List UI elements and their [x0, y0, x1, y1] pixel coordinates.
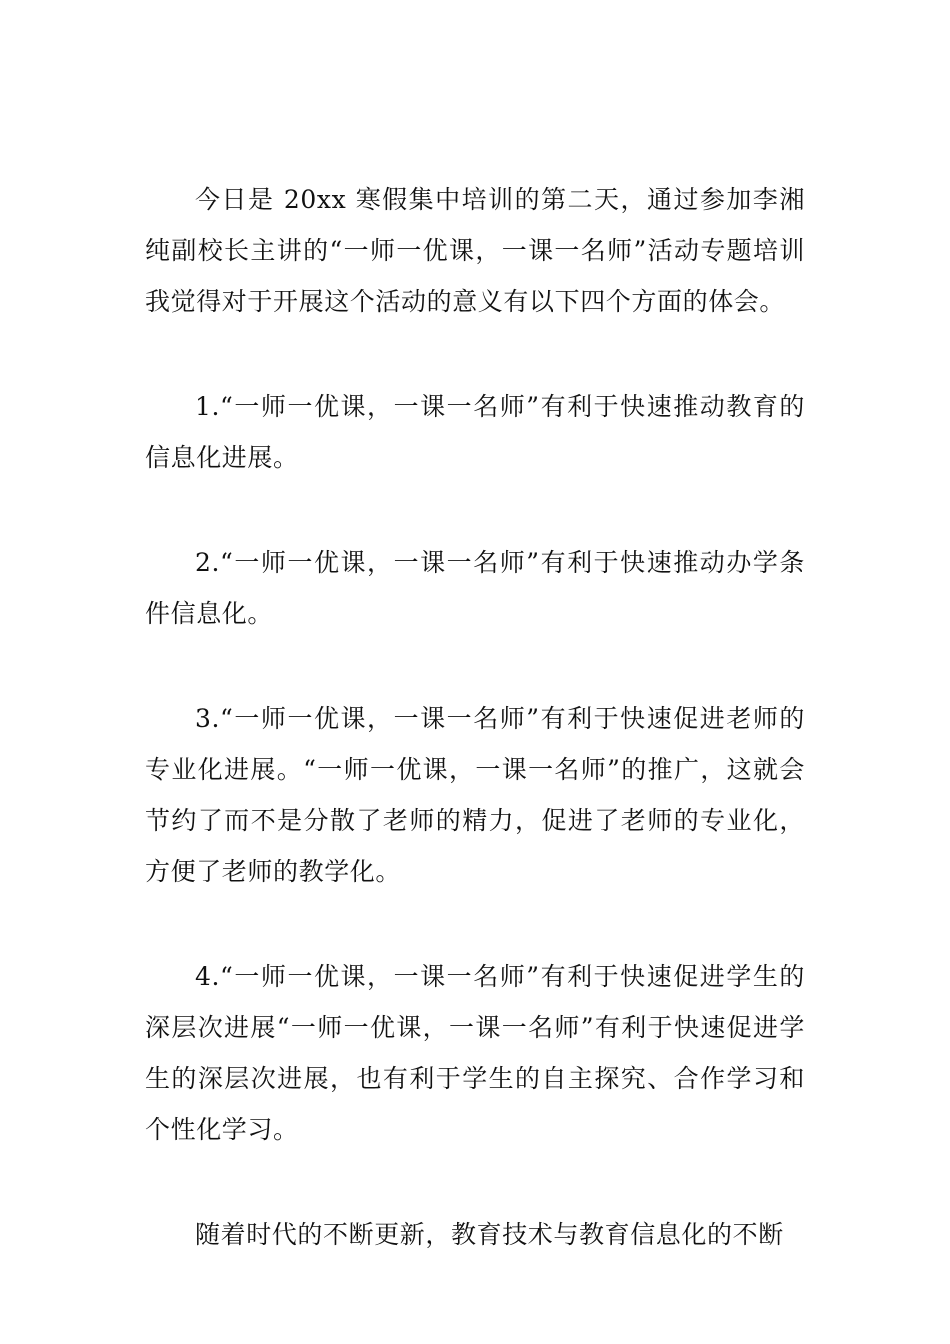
paragraph-continuation: 随着时代的不断更新，教育技术与教育信息化的不断	[195, 1220, 784, 1249]
document-body	[145, 174, 805, 1260]
paragraph-point-3: 3.“一师一优课，一课一名师”有利于快速促进老师的专业化进展。“一师一优课，一课一名师”的推广，这就会节约了而不是分散了老师的精力，促进了老师的专业化，方便了老师的教学化。	[145, 704, 805, 886]
paragraph-intro: 今日是 20xx 寒假集中培训的第二天，通过参加李湘纯副校长主讲的“一师一优课，一课一名师”活动专题培训我觉得对于开展这个活动的意义有以下四个方面的体会。	[145, 185, 805, 316]
paragraph-point-4: 4.“一师一优课，一课一名师”有利于快速促进学生的深层次进展“一师一优课，一课一名师”有利于快速促进学生的深层次进展，也有利于学生的自主探究、合作学习和个性化学习。	[145, 962, 805, 1144]
paragraph-point-2: 2.“一师一优课，一课一名师”有利于快速推动办学条件信息化。	[145, 548, 805, 628]
paragraph-point-1: 1.“一师一优课，一课一名师”有利于快速推动教育的信息化进展。	[145, 392, 805, 472]
